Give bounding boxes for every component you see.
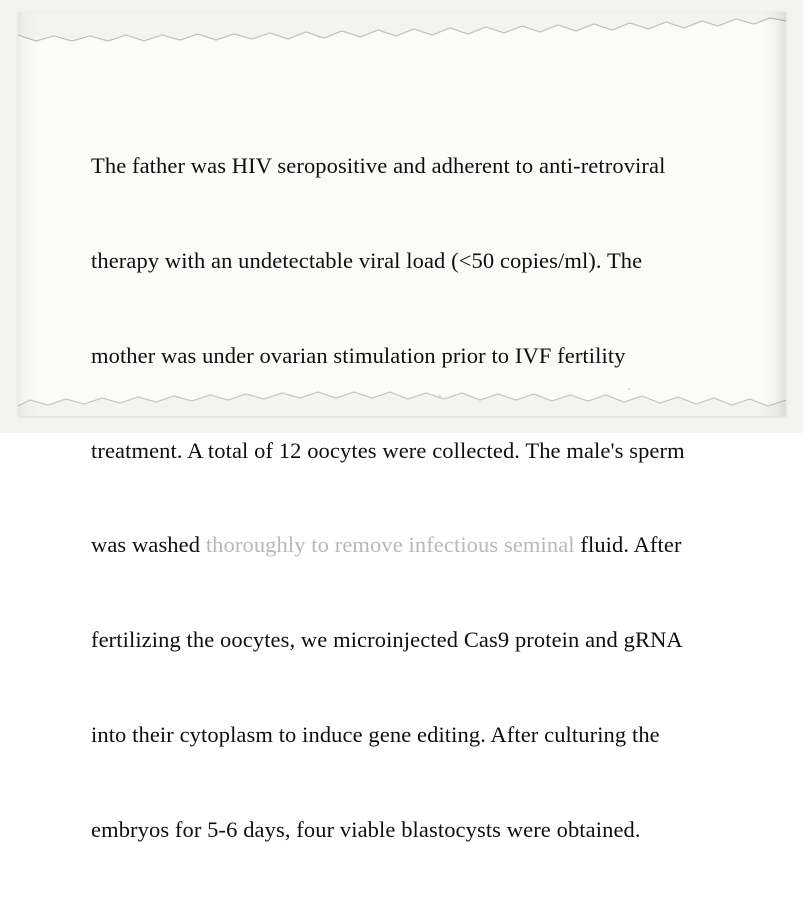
paper-right-edge-shadow	[760, 12, 786, 416]
torn-paper-scrap	[18, 12, 786, 842]
text-line: therapy with an undetectable viral load (<50 copies/ml). The	[91, 247, 643, 273]
text-line: fertilizing the oocytes, we microinjected Cas9 protein and gRNA	[91, 627, 683, 653]
paper-speckle	[318, 36, 320, 38]
text-line: The father was HIV seropositive and adherent to anti-retroviral	[91, 153, 666, 179]
text-line: embryos for 5-6 days, four viable blastocysts were obtained.	[91, 816, 641, 842]
smudged-line-suffix: fluid. After	[574, 532, 682, 558]
text-line: treatment. A total of 12 oocytes were collected. The male's sperm	[91, 437, 685, 463]
excerpt-text	[91, 87, 739, 908]
paper-left-edge-shadow	[18, 12, 40, 416]
smudged-line-faded-text: thoroughly to remove infectious seminal	[205, 532, 575, 558]
smudged-line-prefix: was washed	[91, 532, 206, 558]
torn-top-edge-icon	[18, 12, 786, 42]
text-line: into their cytoplasm to induce gene editing. After culturing the	[91, 721, 660, 747]
text-line: mother was under ovarian stimulation prior to IVF fertility	[91, 342, 626, 368]
text-line-smudged	[91, 529, 739, 561]
